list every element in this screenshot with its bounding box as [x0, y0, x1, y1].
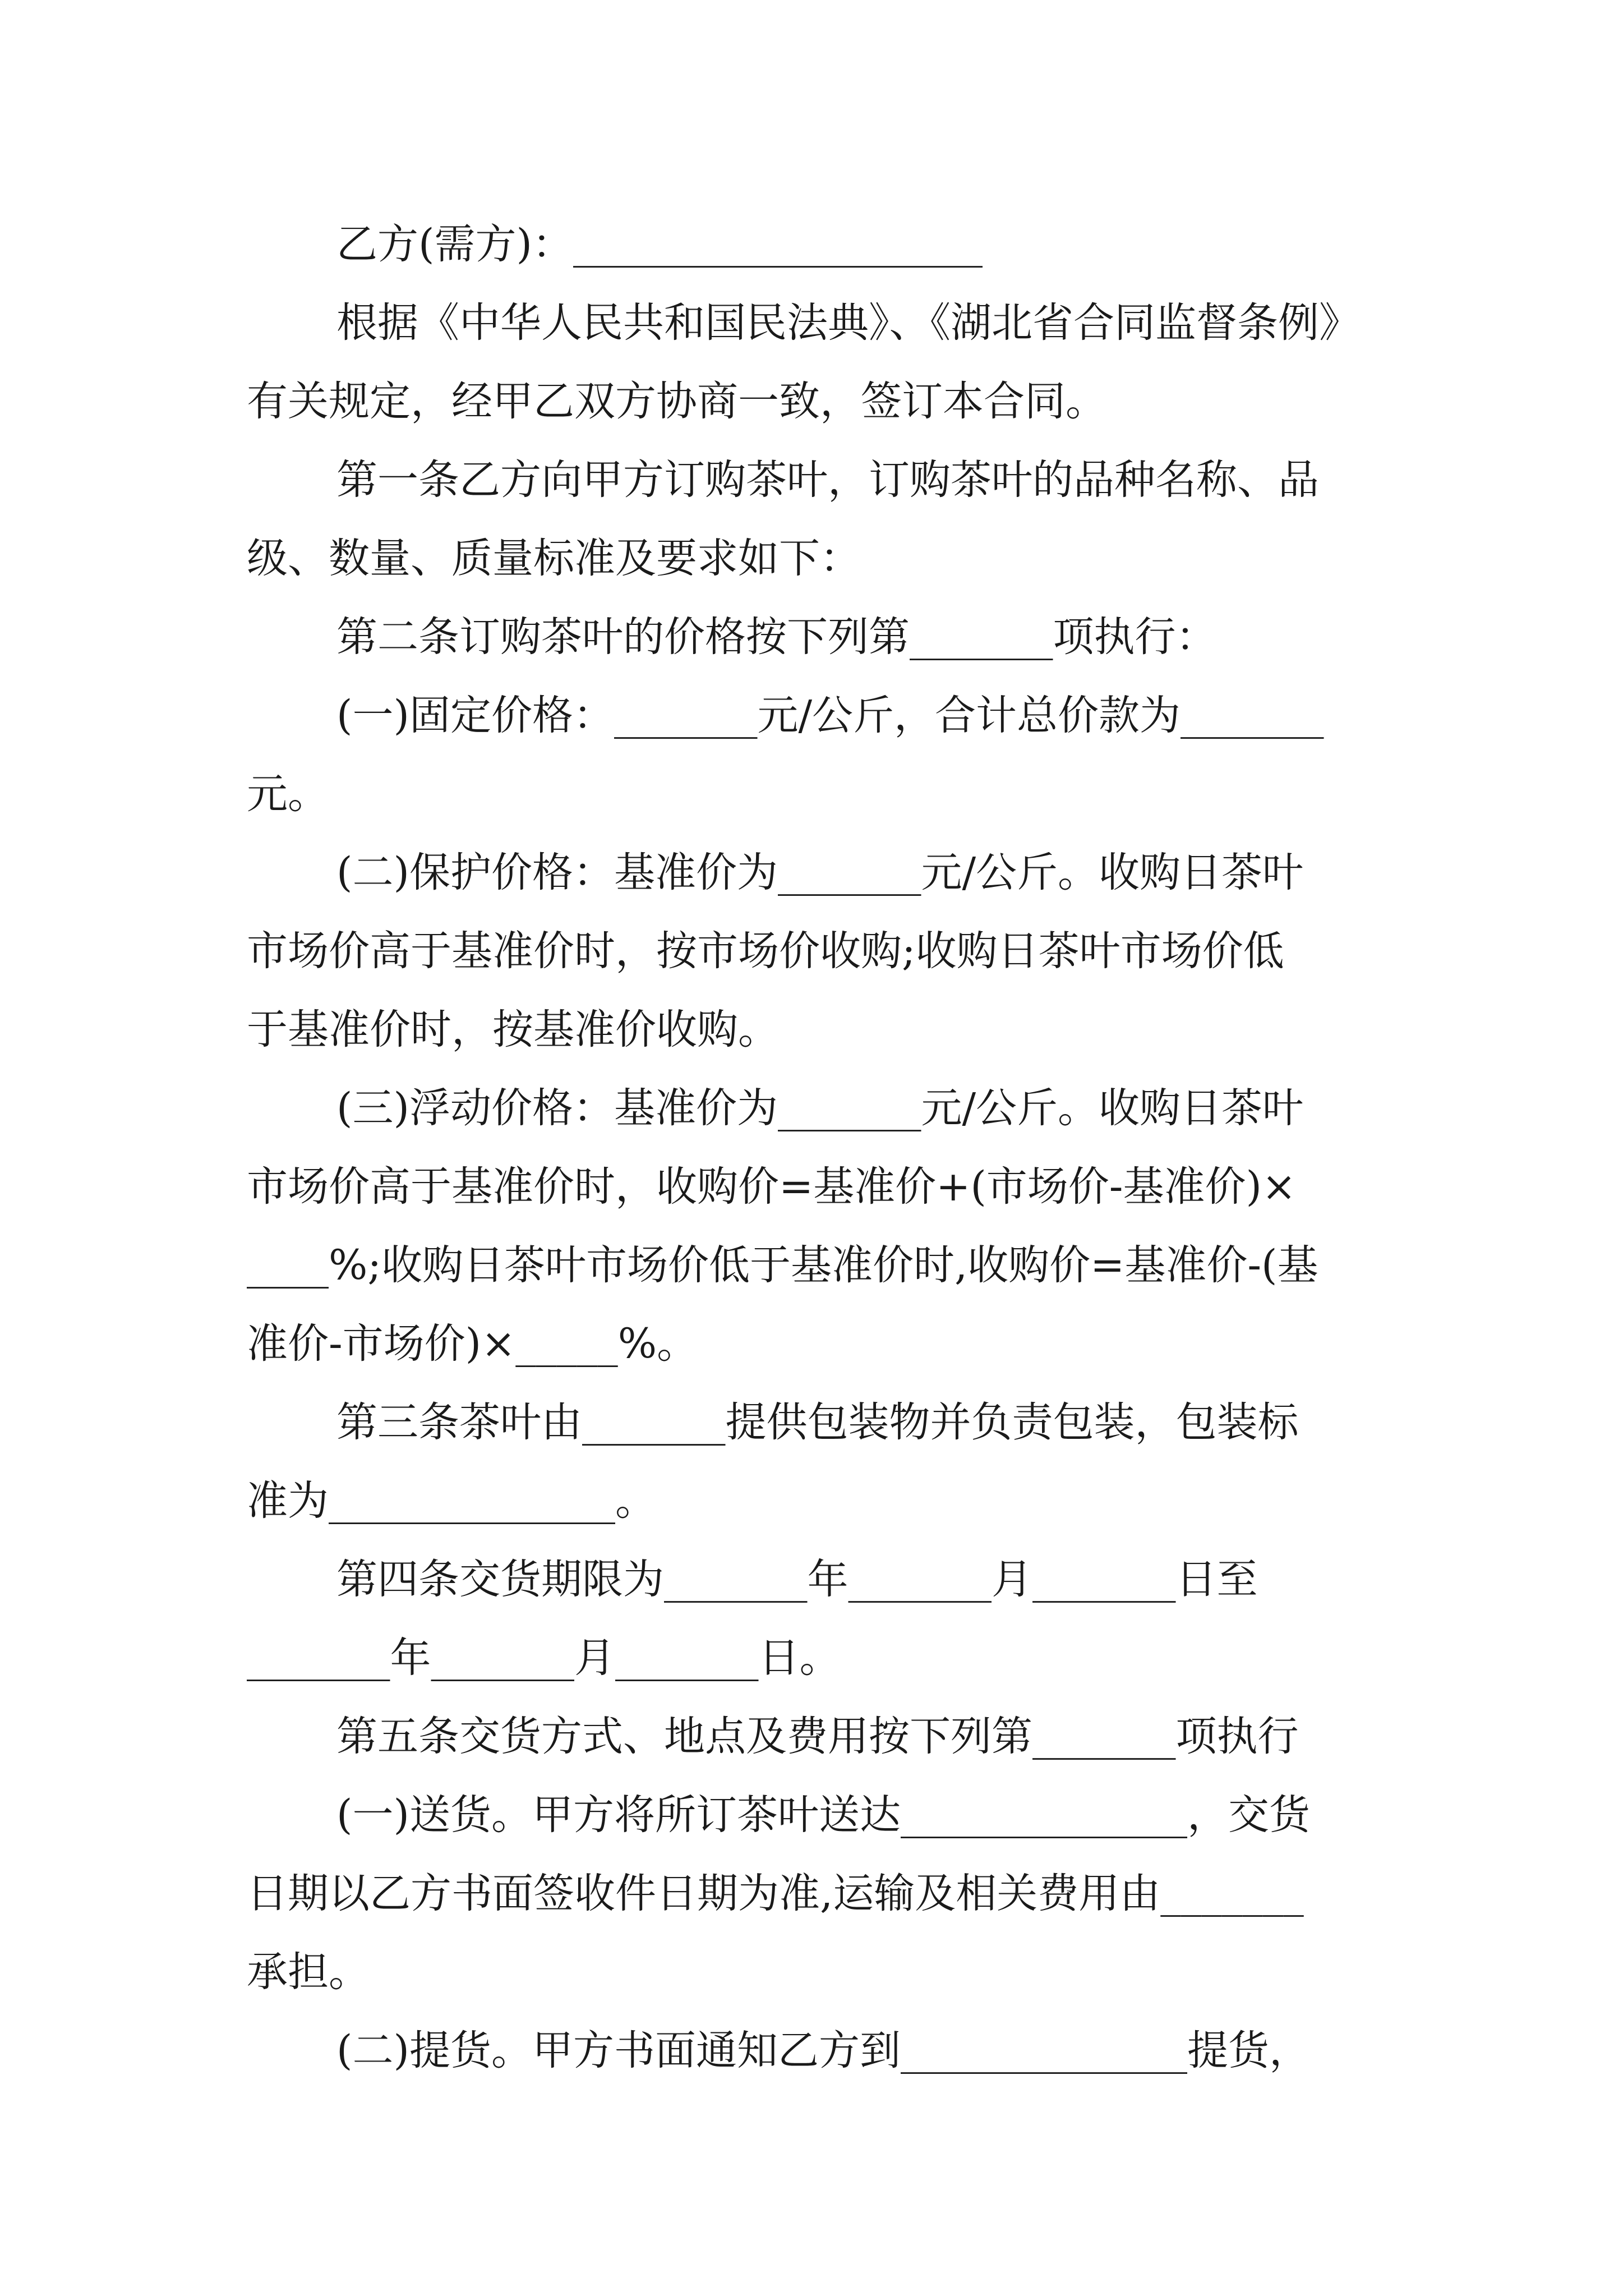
legal-basis-cont: 有关规定，经甲乙双方协商一致，签订本合同。	[247, 378, 1106, 425]
float-price-cont2: ____%;收购日茶叶市场价低于基准价时,收购价=基准价-(基	[247, 1241, 1318, 1289]
article-1-line: 第一条乙方向甲方订购茶叶，订购茶叶的品种名称、品	[336, 456, 1319, 504]
float-price-line: (三)浮动价格：基准价为_______元/公斤。收购日茶叶	[336, 1084, 1304, 1132]
article-1-cont: 级、数量、质量标准及要求如下：	[247, 535, 861, 582]
float-price-cont1: 市场价高于基准价时，收购价=基准价+(市场价-基准价)×	[247, 1163, 1297, 1211]
article-5-line: 第五条交货方式、地点及费用按下列第_______项执行	[336, 1713, 1299, 1760]
delivery-line: (一)送货。甲方将所订茶叶送达______________，交货	[336, 1791, 1310, 1839]
delivery-cont2: 承担。	[247, 1948, 370, 1996]
float-price-cont3: 准价-市场价)×_____%。	[247, 1320, 698, 1368]
legal-basis-line: 根据《中华人民共和国民法典》、《湖北省合同监督条例》	[336, 299, 1360, 347]
fixed-price-line: (一)固定价格：_______元/公斤，合计总价款为_______	[336, 692, 1324, 739]
fixed-price-cont: 元。	[247, 770, 329, 818]
protect-price-cont1: 市场价高于基准价时，按市场价收购;收购日茶叶市场价低	[247, 927, 1284, 975]
article-3-line: 第三条茶叶由_______提供包装物并负责包装，包装标	[336, 1398, 1299, 1446]
protect-price-cont2: 于基准价时，按基准价收购。	[247, 1006, 779, 1053]
protect-price-line: (二)保护价格：基准价为_______元/公斤。收购日茶叶	[336, 849, 1304, 896]
pickup-line: (二)提货。甲方书面通知乙方到______________提货，	[336, 2027, 1310, 2074]
article-2-line: 第二条订购茶叶的价格按下列第_______项执行：	[336, 613, 1217, 661]
party-b-line: 乙方(需方)：____________________	[336, 220, 983, 268]
article-4-cont: _______年_______月_______日。	[247, 1634, 841, 1682]
article-4-line: 第四条交货期限为_______年_______月_______日至	[336, 1556, 1258, 1603]
delivery-cont1: 日期以乙方书面签收件日期为准,运输及相关费用由_______	[247, 1870, 1304, 1917]
article-3-cont: 准为______________。	[247, 1477, 656, 1525]
